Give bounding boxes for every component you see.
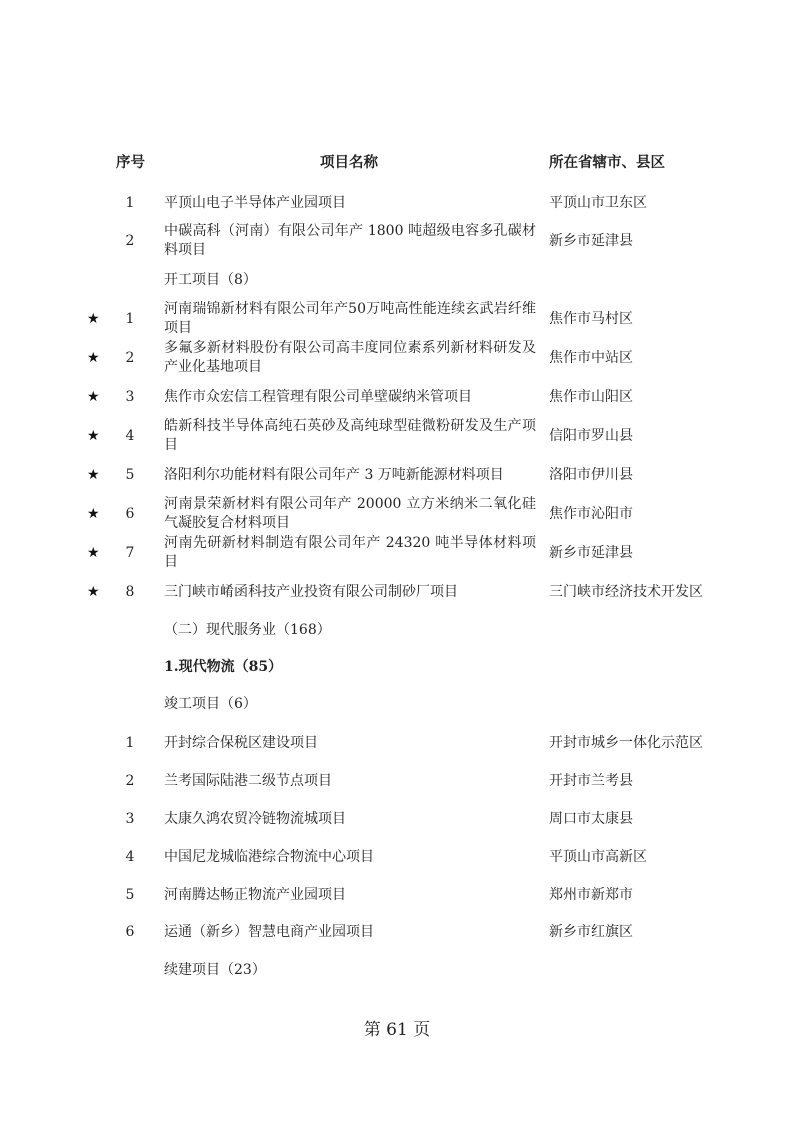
section-heading-row [0, 961, 794, 980]
section-heading-row [0, 621, 794, 640]
row-index: 6 [125, 505, 135, 522]
star-marker: ★ [87, 505, 100, 522]
project-name: 三门峡市崤函科技产业投资有限公司制砂厂项目 [164, 583, 458, 600]
header-index: 序号 [116, 154, 145, 171]
project-location: 新乡市红旗区 [549, 923, 633, 940]
project-location: 信阳市罗山县 [549, 427, 633, 444]
project-location: 新乡市延津县 [549, 544, 633, 561]
row-index: 4 [125, 427, 135, 444]
row-index: 3 [125, 810, 135, 827]
table-row [0, 388, 794, 407]
row-index: 2 [125, 349, 135, 366]
row-index: 1 [125, 194, 135, 211]
project-location: 焦作市马村区 [549, 310, 633, 327]
table-row [0, 495, 794, 533]
row-index: 4 [125, 848, 135, 865]
project-location: 焦作市中站区 [549, 349, 633, 366]
project-location: 周口市太康县 [549, 810, 633, 827]
row-index: 2 [125, 772, 135, 789]
row-index: 5 [125, 886, 135, 903]
section-heading: （二）现代服务业（168） [164, 621, 331, 638]
project-name: 河南景荣新材料有限公司年产 20000 立方米纳米二氧化硅气凝胶复合材料项目 [164, 496, 536, 531]
project-name: 平顶山电子半导体产业园项目 [164, 194, 346, 211]
project-location: 焦作市沁阳市 [549, 505, 633, 522]
section-heading-row [0, 271, 794, 290]
table-row [0, 300, 794, 338]
project-name: 中碳高科（河南）有限公司年产 1800 吨超级电容多孔碳材料项目 [164, 223, 536, 258]
project-location: 平顶山市卫东区 [549, 194, 647, 211]
project-name: 焦作市众宏信工程管理有限公司单壁碳纳米管项目 [164, 388, 472, 405]
page-number: 第 61 页 [363, 1020, 431, 1040]
table-row [0, 848, 794, 867]
star-marker: ★ [87, 310, 100, 327]
table-row [0, 417, 794, 455]
project-name: 运通（新乡）智慧电商产业园项目 [164, 923, 374, 940]
row-index: 2 [125, 232, 135, 249]
table-row [0, 534, 794, 572]
project-name: 兰考国际陆港二级节点项目 [164, 772, 332, 789]
section-heading-row [0, 695, 794, 714]
table-row [0, 466, 794, 485]
row-index: 1 [125, 734, 135, 751]
section-heading: 续建项目（23） [164, 961, 266, 978]
project-location: 新乡市延津县 [549, 232, 633, 249]
row-index: 1 [125, 310, 135, 327]
star-marker: ★ [87, 544, 100, 561]
table-row [0, 886, 794, 905]
row-index: 5 [125, 466, 135, 483]
project-location: 开封市城乡一体化示范区 [549, 734, 703, 751]
section-heading-row [0, 658, 794, 677]
project-location: 平顶山市高新区 [549, 848, 647, 865]
star-marker: ★ [87, 388, 100, 405]
project-location: 三门峡市经济技术开发区 [549, 583, 703, 600]
project-location: 郑州市新郑市 [549, 886, 633, 903]
project-name: 皓新科技半导体高纯石英砂及高纯球型硅微粉研发及生产项目 [164, 418, 536, 453]
project-name: 太康久鸿农贸冷链物流城项目 [164, 810, 346, 827]
row-index: 7 [125, 544, 135, 561]
table-row [0, 583, 794, 602]
star-marker: ★ [87, 583, 100, 600]
project-name: 洛阳利尔功能材料有限公司年产 3 万吨新能源材料项目 [164, 466, 504, 483]
section-heading: 竣工项目（6） [164, 695, 257, 712]
row-index: 3 [125, 388, 135, 405]
project-location: 焦作市山阳区 [549, 388, 633, 405]
header-project-name: 项目名称 [320, 154, 378, 171]
star-marker: ★ [87, 466, 100, 483]
section-heading: 1.现代物流（85） [164, 658, 283, 675]
table-row [0, 923, 794, 942]
project-name: 开封综合保税区建设项目 [164, 734, 318, 751]
table-row [0, 734, 794, 753]
project-location: 洛阳市伊川县 [549, 466, 633, 483]
header-location: 所在省辖市、县区 [549, 154, 665, 171]
project-name: 中国尼龙城临港综合物流中心项目 [164, 848, 374, 865]
project-name: 多氟多新材料股份有限公司高丰度同位素系列新材料研发及产业化基地项目 [164, 340, 536, 375]
project-name: 河南瑞锦新材料有限公司年产50万吨高性能连续玄武岩纤维项目 [164, 301, 536, 336]
project-name: 河南先研新材料制造有限公司年产 24320 吨半导体材料项目 [164, 535, 536, 570]
section-heading: 开工项目（8） [164, 271, 257, 288]
table-row [0, 339, 794, 377]
table-row [0, 772, 794, 791]
row-index: 6 [125, 923, 135, 940]
project-location: 开封市兰考县 [549, 772, 633, 789]
table-row [0, 810, 794, 829]
table-row [0, 222, 794, 260]
star-marker: ★ [87, 427, 100, 444]
star-marker: ★ [87, 349, 100, 366]
table-row [0, 194, 794, 213]
row-index: 8 [125, 583, 135, 600]
project-name: 河南腾达畅正物流产业园项目 [164, 886, 346, 903]
